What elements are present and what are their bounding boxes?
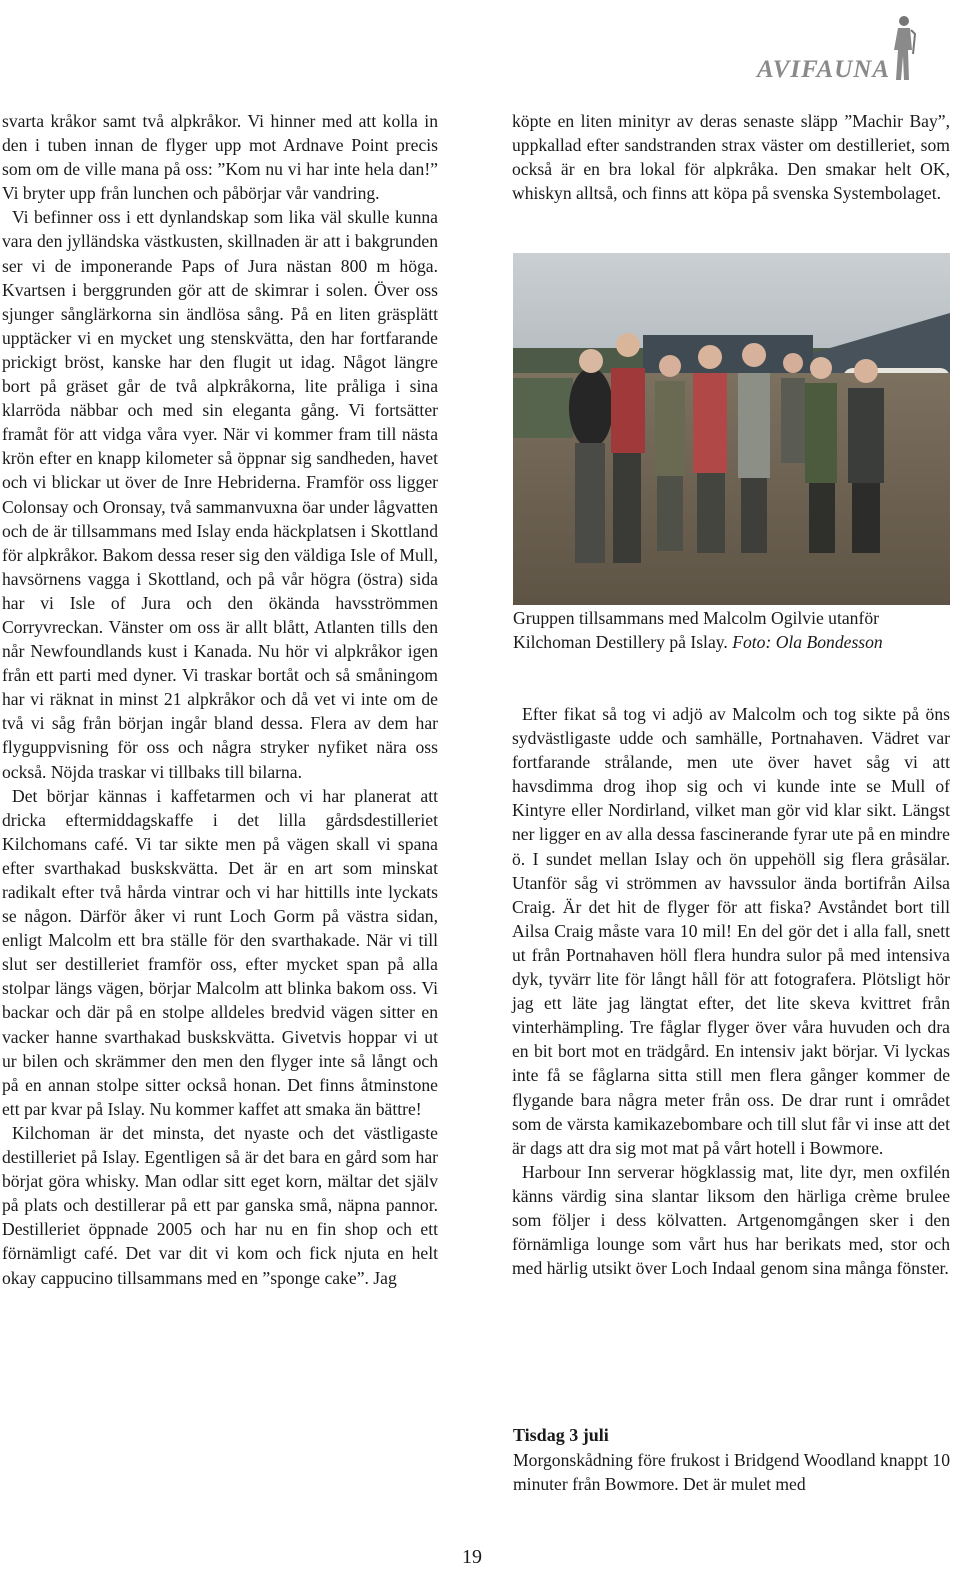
paragraph: svarta kråkor samt två alpkråkor. Vi hinner med att kolla in den i tuben innan de flyger upp mot Ardnave Point precis som om de ville mana på oss: ”Kom nu vi har inte hela dan!” Vi bryter upp från lunchen och påbörjar vår vandring. [2, 111, 438, 204]
left-column [2, 109, 438, 1290]
page-number: 19 [462, 1546, 482, 1568]
paragraph: Harbour Inn serverar högklassig mat, lite dyr, men oxfilén känns värdig sina slantar liksom den härliga crème brulee som följer i dess kölvatten. Artgenomgången sker i den förnämliga lounge som vårt hus har berikats med, stor och med härlig utsikt över Loch Indaal genom sina många fönster. [512, 1161, 950, 1279]
right-column-top [512, 109, 950, 205]
right-column-lower [512, 702, 950, 1280]
section-text: Morgonskådning före frukost i Bridgend Woodland knappt 10 minuter från Bowmore. Det är mulet med [513, 1450, 950, 1495]
section-heading: Tisdag 3 juli [513, 1425, 609, 1445]
paragraph: Kilchoman är det minsta, det nyaste och det västligaste destilleriet på Islay. Egentligen så är det bara en gård som har börjat göra whisky. Man odlar sitt eget korn, mältar det själv på plats och destillerar på ett par ganska små, näpna pannor. Destilleriet öppnade 2005 och har nu en fin shop och ett förnämligt café. Det var dit vi kom och fick njuta en helt okay cappucino tillsammans med en ”sponge cake”. Jag [2, 1122, 438, 1288]
paragraph: köpte en liten minityr av deras senaste släpp ”Machir Bay”, uppkallad efter sandstranden strax väster om destilleriet, som också är en bra lokal för alpkråka. Den smakar helt OK, whiskyn alltså, och finns att köpa på svenska Systembolaget. [512, 111, 950, 204]
group-photo [513, 253, 950, 605]
paragraph: Efter fikat så tog vi adjö av Malcolm och tog sikte på öns sydvästligaste udde och samhälle, Portnahaven. Vädret var fortfarande strålande, men ute över havet såg vi att havsdimma drog ihop sig och vi kunde inte se Mull of Kintyre eller Nordirland, vilket man gör vid klar sikt. Längst ner ligger en av alla dessa fascinerande fyrar ute på en mindre ö. I sundet mellan Islay och ön uppehöll sig flera gråsälar. Utanför såg vi strömmen av havssulor ända bortifrån Ailsa Craig. Är det hit de flyger för att fiska? Avståndet bort till Ailsa Craig måste vara 10 mil! En del gör det i alla fall, snett ut från Portnahaven höll flera hundra sulor på med intensiva dyk, tyvärr lite för långt håll för att fotografera. Plötsligt hör jag ett läte jag längtat efter, det lite skeva kvittret från vinterhämpling. Tre fåglar flyger över våra huvuden och dra en bit bort mot en trädgård. En intensiv jakt börjar. Vi lyckas inte få se fåglarna sitta still men flera gånger kommer de flygande bara några meter från oss. De drar runt i området som de värsta kamikazebombare och till slut får vi inse att det är dags att dra sig mot mat på vårt hotell i Bowmore. [512, 704, 950, 1158]
paragraph: Det börjar kännas i kaffetarmen och vi har planerat att dricka eftermiddagskaffe i det lilla gårdsdestilleriet Kilchomans café. Vi tar sikte men på vägen skall vi spana efter svarthakad buskskvätta. Det är en art som minskat radikalt efter två hårda vintrar och vi har hittills inte lyckats se någon. Därför åker vi runt Loch Gorm på västra sidan, enligt Malcolm ett bra ställe för den svarthakade. När vi till slut ser destilleriet framför oss, efter mycket span på alla stolpar längs vägen, börjar Malcolm att blinka bakom oss. Vi backar och där på en stolpe alldeles bredvid vägen sitter en vacker hanne svarthakad buskskvätta. Givetvis hoppar vi ut ur bilen och skrämmer den men den flyger inte så långt och på en annan stolpe sitter också honan. Det finns åtminstone ett par kvar på Islay. Nu kommer kaffet att smaka än bättre! [2, 785, 438, 1119]
caption-credit: Foto: Ola Bondesson [732, 632, 883, 653]
paragraph: Vi befinner oss i ett dynlandskap som lika väl skulle kunna vara den jylländska västkusten, skillnaden är att i bakgrunden ser vi de imponerande Paps of Jura nästan 800 m höga. Kvartsen i berggrunden gör att de skimrar i solen. Över oss sjunger sånglärkorna sin ändlösa sång. På en liten gräsplätt upptäcker vi en mycket ung stenskvätta, den har fortfarande prickigt bröst, kanske har den flugit ut idag. Något längre bort på gräset går de två alpkråkorna, lite pråliga i sina klarröda näbbar och med sin eleganta gång. Vi fortsätter framåt för att vidga våra vyer. När vi kommer fram till nästa krön efter en knapp kilometer så öppnar sig sandheden, havet och vi blickar ut över de Inre Hebriderna. Framför oss ligger Colonsay och Oronsay, två sammanvuxna öar under lågvatten och de är tillsammans med Islay enda häckplatsen i Skottland för alpkråkor. Bakom dessa reser sig den väldiga Isle of Mull, havsörnens vagga i Skottland, och på vår högra (östra) sida har vi Isle of Jura och den ökända havsströmmen Corryvreckan. Vänster om oss är allt blått, Atlanten tills den når Newfoundlands kust i Kanada. Nu hör vi alpkråkor igen från ett parti med dyner. Vi traskar bortåt och så småningom har vi räknat in minst 21 alpkråkor och då vet vi inte om de två vi såg från början ingår bland dessa. Flera av dem har flyguppvisning för oss och några stryker nyfiket nära oss också. Nöjda traskar vi tillbaks till bilarna. [2, 207, 438, 782]
avifauna-logo [692, 12, 932, 84]
hiker-figure-icon [888, 14, 918, 84]
group-photo-illustration [513, 253, 950, 605]
photo-caption [513, 606, 950, 654]
caption-text: Gruppen tillsammans med Malcolm Ogilvie utanför Kilchoman Destillery på Islay. [513, 608, 879, 653]
logo-text: AVIFAUNA [756, 56, 890, 83]
